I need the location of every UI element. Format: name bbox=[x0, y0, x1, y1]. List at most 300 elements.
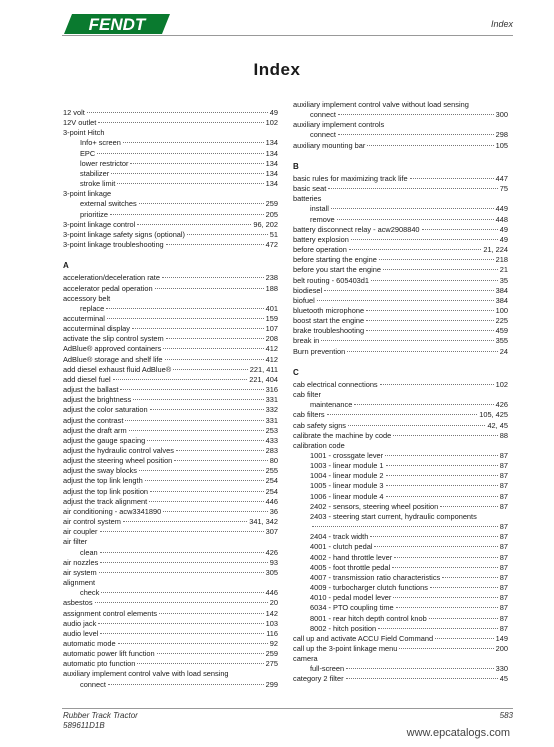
index-entry[interactable] bbox=[63, 629, 278, 639]
dot-leader bbox=[107, 318, 264, 319]
index-entry[interactable] bbox=[63, 558, 278, 568]
index-entry-text: 4005 - foot throttle pedal bbox=[310, 562, 391, 572]
index-entry[interactable] bbox=[63, 179, 278, 189]
index-entry-text: 1001 - crossgate lever bbox=[310, 451, 384, 460]
index-entry-page: 87 bbox=[499, 623, 508, 633]
index-entry-page: 331 bbox=[265, 395, 278, 405]
index-entry-page: 105, 425 bbox=[479, 410, 508, 420]
index-entry[interactable] bbox=[293, 100, 508, 110]
index-entry[interactable] bbox=[63, 517, 278, 527]
index-entry-page: 259 bbox=[265, 649, 278, 659]
index-entry[interactable] bbox=[293, 664, 508, 674]
index-entry-page: 134 bbox=[265, 138, 278, 148]
index-entry[interactable] bbox=[63, 314, 278, 324]
dot-leader bbox=[133, 399, 263, 400]
index-entry-page: 238 bbox=[265, 273, 278, 283]
dot-leader bbox=[347, 351, 498, 352]
dot-leader bbox=[174, 460, 267, 461]
index-entry[interactable] bbox=[63, 568, 278, 578]
index-entry-page: 87 bbox=[499, 552, 508, 562]
index-entry[interactable] bbox=[293, 184, 508, 194]
index-entry-text: accuterminal bbox=[63, 313, 105, 323]
index-entry[interactable] bbox=[293, 461, 508, 471]
index-entry-text: 6034 - PTO coupling time bbox=[310, 603, 394, 613]
dot-leader bbox=[393, 597, 497, 598]
index-entry-text: 8001 - rear hitch depth control knob bbox=[310, 613, 427, 623]
index-entry-page: 21 bbox=[499, 265, 508, 275]
index-entry[interactable] bbox=[63, 497, 278, 507]
index-entry-text: calibrate the machine by code bbox=[293, 430, 392, 440]
index-entry-text: battery disconnect relay - acw2908840 bbox=[293, 224, 420, 234]
index-entry[interactable] bbox=[293, 471, 508, 481]
index-entry[interactable] bbox=[293, 215, 508, 225]
index-entry[interactable] bbox=[63, 416, 278, 426]
index-entry[interactable] bbox=[63, 659, 278, 669]
dot-leader bbox=[162, 277, 264, 278]
dot-leader bbox=[346, 678, 498, 679]
index-section-letter: C bbox=[293, 367, 299, 377]
index-entry[interactable] bbox=[293, 347, 508, 357]
index-entry-page: 93 bbox=[269, 557, 278, 567]
index-entry-page: 299 bbox=[265, 679, 278, 689]
dot-leader bbox=[366, 330, 494, 331]
index-entry-text: brake troubleshooting bbox=[293, 326, 365, 336]
index-entry-text: audio jack bbox=[63, 618, 97, 628]
index-entry-text: external switches bbox=[80, 199, 137, 209]
index-entry[interactable] bbox=[293, 380, 508, 390]
index-entry[interactable] bbox=[293, 141, 508, 151]
index-entry[interactable] bbox=[293, 553, 508, 563]
index-entry-text: replace bbox=[80, 303, 105, 313]
index-entry-text: 3-point linkage bbox=[63, 189, 112, 199]
index-entry[interactable] bbox=[293, 431, 508, 441]
dot-leader bbox=[118, 643, 268, 644]
dot-leader bbox=[331, 208, 494, 209]
index-entry[interactable] bbox=[293, 400, 508, 410]
index-entry[interactable] bbox=[293, 441, 508, 451]
index-entry-text: maintenance bbox=[310, 400, 353, 410]
index-entry-text: cab filter bbox=[293, 390, 321, 400]
index-entry[interactable] bbox=[293, 614, 508, 624]
index-entry[interactable] bbox=[63, 273, 278, 283]
index-entry[interactable] bbox=[63, 456, 278, 466]
index-entry[interactable] bbox=[293, 235, 508, 245]
dot-leader bbox=[176, 450, 264, 451]
index-entry-text: Burn prevention bbox=[293, 346, 346, 356]
index-entry[interactable] bbox=[293, 593, 508, 603]
index-entry[interactable] bbox=[63, 598, 278, 608]
index-entry[interactable] bbox=[63, 548, 278, 558]
dot-leader bbox=[370, 536, 497, 537]
index-entry-page: 87 bbox=[499, 471, 508, 481]
dot-leader bbox=[163, 511, 268, 512]
index-entry[interactable] bbox=[293, 204, 508, 214]
index-entry-text: 4002 - hand throttle lever bbox=[310, 552, 393, 562]
index-entry-page: 134 bbox=[265, 148, 278, 158]
index-entry[interactable] bbox=[63, 108, 278, 118]
index-entry-text: automatic pto function bbox=[63, 659, 136, 669]
index-entry-page: 412 bbox=[265, 354, 278, 364]
index-entry[interactable] bbox=[293, 194, 508, 204]
index-entry[interactable] bbox=[63, 334, 278, 344]
index-entry[interactable] bbox=[293, 390, 508, 400]
index-entry-text: 2402 - sensors, steering wheel position bbox=[310, 501, 439, 511]
index-entry-text: full-screen bbox=[310, 664, 345, 674]
index-entry[interactable] bbox=[293, 481, 508, 491]
index-entry-page: 298 bbox=[495, 130, 508, 140]
index-entry-page: 255 bbox=[265, 466, 278, 476]
dot-leader bbox=[166, 244, 264, 245]
index-entry[interactable] bbox=[293, 265, 508, 275]
index-entry-text: clean bbox=[80, 547, 98, 557]
index-entry-page: 35 bbox=[499, 275, 508, 285]
index-entry[interactable] bbox=[63, 304, 278, 314]
index-entry-text: 12 volt bbox=[63, 108, 85, 117]
dot-leader bbox=[386, 475, 498, 476]
index-entry-text: cab safety signs bbox=[293, 420, 346, 430]
index-entry-page: 472 bbox=[265, 240, 278, 250]
index-entry-page: 45 bbox=[499, 674, 508, 684]
index-entry-text: 1003 - linear module 1 bbox=[310, 461, 384, 471]
dot-leader bbox=[111, 173, 263, 174]
index-entry[interactable] bbox=[63, 669, 278, 679]
index-entry-page: 20 bbox=[269, 598, 278, 608]
index-entry[interactable] bbox=[63, 507, 278, 517]
index-entry-text: adjust the top link position bbox=[63, 486, 149, 496]
dot-leader bbox=[379, 259, 494, 260]
index-entry-text: 8002 - hitch position bbox=[310, 623, 377, 633]
index-entry[interactable] bbox=[63, 649, 278, 659]
index-entry-text: auxiliary mounting bar bbox=[293, 140, 366, 150]
index-entry-page: 134 bbox=[265, 158, 278, 168]
index-entry-text: basic seat bbox=[293, 184, 327, 194]
index-entry-page: 225 bbox=[495, 316, 508, 326]
index-entry-text: camera bbox=[293, 654, 318, 664]
index-entry[interactable] bbox=[293, 276, 508, 286]
index-entry-text: remove bbox=[310, 214, 335, 224]
dot-leader bbox=[113, 379, 248, 380]
dot-leader bbox=[163, 348, 263, 349]
watermark: www.epcatalogs.com bbox=[406, 727, 510, 739]
dot-leader bbox=[338, 114, 494, 115]
header-section-label: Index bbox=[490, 19, 513, 29]
index-entry[interactable] bbox=[293, 654, 508, 664]
index-entry[interactable] bbox=[293, 644, 508, 654]
dot-leader bbox=[385, 455, 498, 456]
index-entry-text: automatic power lift function bbox=[63, 649, 155, 659]
index-entry-text: cab filters bbox=[293, 410, 325, 420]
index-entry[interactable] bbox=[63, 588, 278, 598]
index-entry-text: air conditioning - acw3341890 bbox=[63, 506, 162, 516]
index-entry[interactable] bbox=[293, 624, 508, 634]
index-entry[interactable] bbox=[63, 578, 278, 588]
dot-leader bbox=[321, 340, 493, 341]
dot-leader bbox=[123, 142, 264, 143]
index-column-left bbox=[63, 108, 278, 690]
index-entry[interactable] bbox=[293, 522, 508, 532]
index-entry-page: 87 bbox=[499, 572, 508, 582]
index-entry-page: 448 bbox=[495, 214, 508, 224]
dot-leader bbox=[442, 577, 498, 578]
dot-leader bbox=[317, 300, 494, 301]
footer-product: Rubber Track Tractor bbox=[63, 711, 138, 720]
index-entry-text: lower restrictor bbox=[80, 158, 129, 168]
dot-leader bbox=[106, 308, 263, 309]
dot-leader bbox=[150, 491, 264, 492]
index-entry[interactable] bbox=[293, 542, 508, 552]
index-entry-text: adjust the gauge spacing bbox=[63, 435, 146, 445]
index-entry-page: 142 bbox=[265, 608, 278, 618]
index-entry-page: 221, 404 bbox=[249, 374, 278, 384]
dot-leader bbox=[440, 506, 498, 507]
index-entry[interactable] bbox=[63, 375, 278, 385]
index-entry-text: accelerator pedal operation bbox=[63, 283, 153, 293]
dot-leader bbox=[165, 359, 264, 360]
index-entry[interactable] bbox=[293, 120, 508, 130]
index-entry-page: 459 bbox=[495, 326, 508, 336]
dot-leader bbox=[98, 623, 263, 624]
index-entry[interactable] bbox=[293, 255, 508, 265]
index-entry-page: 51 bbox=[269, 229, 278, 239]
index-entry[interactable] bbox=[293, 603, 508, 613]
header-divider bbox=[62, 35, 513, 36]
dot-leader bbox=[386, 496, 498, 497]
index-entry[interactable] bbox=[63, 436, 278, 446]
dot-leader bbox=[392, 567, 498, 568]
index-entry[interactable] bbox=[63, 189, 278, 199]
index-entry-text: accessory belt bbox=[63, 293, 111, 303]
index-entry-page: 221, 411 bbox=[249, 364, 278, 374]
dot-leader bbox=[371, 280, 498, 281]
index-entry-text: install bbox=[310, 204, 329, 214]
index-entry[interactable] bbox=[63, 355, 278, 365]
index-entry[interactable] bbox=[63, 680, 278, 690]
index-entry[interactable] bbox=[63, 395, 278, 405]
index-entry-text: connect bbox=[310, 110, 336, 120]
index-entry-page: 208 bbox=[265, 334, 278, 344]
index-entry-page: 88 bbox=[499, 430, 508, 440]
dot-leader bbox=[429, 618, 498, 619]
index-entry[interactable] bbox=[63, 385, 278, 395]
index-entry-page: 102 bbox=[265, 118, 278, 128]
index-entry[interactable] bbox=[293, 110, 508, 120]
index-entry[interactable] bbox=[63, 426, 278, 436]
index-entry-page: 433 bbox=[265, 435, 278, 445]
index-entry-text: accuterminal display bbox=[63, 324, 130, 334]
index-entry-text: 3-point linkage troubleshooting bbox=[63, 240, 164, 250]
index-entry-page: 159 bbox=[265, 313, 278, 323]
index-entry[interactable] bbox=[293, 326, 508, 336]
index-entry[interactable] bbox=[293, 130, 508, 140]
index-entry-text: auxiliary implement control valve without load sensing bbox=[293, 100, 469, 109]
index-entry[interactable] bbox=[63, 294, 278, 304]
index-entry-text: biodiesel bbox=[293, 285, 323, 295]
index-entry-text: 1006 - linear module 4 bbox=[310, 491, 384, 501]
index-entry-text: air coupler bbox=[63, 527, 98, 537]
index-entry-text: boost start the engine bbox=[293, 316, 365, 326]
index-entry-text: biofuel bbox=[293, 295, 315, 305]
index-entry-text: adjust the ballast bbox=[63, 385, 119, 395]
index-entry[interactable] bbox=[63, 639, 278, 649]
index-entry[interactable] bbox=[63, 537, 278, 547]
index-entry[interactable] bbox=[63, 159, 278, 169]
dot-leader bbox=[150, 409, 264, 410]
index-entry[interactable] bbox=[293, 286, 508, 296]
dot-leader bbox=[346, 668, 494, 669]
index-entry[interactable] bbox=[63, 619, 278, 629]
index-entry-page: 316 bbox=[265, 385, 278, 395]
dot-leader bbox=[366, 310, 494, 311]
index-entry-text: basic rules for maximizing track life bbox=[293, 173, 408, 183]
dot-leader bbox=[324, 290, 493, 291]
dot-leader bbox=[137, 663, 263, 664]
index-entry[interactable] bbox=[293, 583, 508, 593]
index-entry[interactable] bbox=[293, 674, 508, 684]
index-entry-text: air nozzles bbox=[63, 557, 99, 567]
index-entry[interactable] bbox=[63, 527, 278, 537]
index-entry[interactable] bbox=[293, 410, 508, 420]
index-entry-page: 92 bbox=[269, 638, 278, 648]
index-entry-page: 87 bbox=[499, 613, 508, 623]
dot-leader bbox=[354, 404, 493, 405]
dot-leader bbox=[386, 485, 498, 486]
index-entry-page: 205 bbox=[265, 209, 278, 219]
index-entry-text: AdBlue® approved containers bbox=[63, 344, 162, 354]
dot-leader bbox=[97, 153, 263, 154]
dot-leader bbox=[98, 122, 263, 123]
index-entry[interactable] bbox=[63, 324, 278, 334]
brand-text: FENDT bbox=[88, 15, 146, 34]
index-entry[interactable] bbox=[293, 296, 508, 306]
index-entry-page: 200 bbox=[495, 643, 508, 653]
index-entry[interactable] bbox=[293, 451, 508, 461]
index-entry-page: 96, 202 bbox=[253, 219, 278, 229]
index-entry-text: 4010 - pedal model lever bbox=[310, 593, 392, 603]
index-entry-text: air filter bbox=[63, 537, 88, 547]
index-entry-page: 412 bbox=[265, 344, 278, 354]
fendt-logo bbox=[62, 12, 172, 36]
dot-leader bbox=[430, 587, 498, 588]
index-entry-text: calibration code bbox=[293, 440, 345, 450]
index-entry-page: 305 bbox=[265, 567, 278, 577]
index-entry-text: 2403 - steering start current, hydraulic components bbox=[310, 511, 477, 521]
index-entry-text: 3-point linkage control bbox=[63, 219, 136, 229]
index-entry-page: 259 bbox=[265, 199, 278, 209]
index-entry-text: adjust the draft arm bbox=[63, 425, 127, 435]
index-entry[interactable] bbox=[293, 225, 508, 235]
index-entry[interactable] bbox=[293, 502, 508, 512]
index-entry[interactable] bbox=[293, 245, 508, 255]
index-entry-text: adjust the contrast bbox=[63, 415, 124, 425]
dot-leader bbox=[173, 369, 248, 370]
index-entry[interactable] bbox=[293, 421, 508, 431]
index-entry-page: 116 bbox=[266, 628, 278, 638]
dot-leader bbox=[155, 288, 264, 289]
index-entry-page: 102 bbox=[495, 379, 508, 389]
index-entry[interactable] bbox=[63, 220, 278, 230]
index-entry[interactable] bbox=[293, 316, 508, 326]
index-entry-page: 446 bbox=[265, 588, 278, 598]
index-entry-text: 12V outlet bbox=[63, 118, 97, 128]
index-entry[interactable] bbox=[63, 487, 278, 497]
index-entry[interactable] bbox=[293, 336, 508, 346]
index-entry[interactable] bbox=[293, 512, 508, 522]
index-entry-page: 87 bbox=[499, 532, 508, 542]
index-entry[interactable] bbox=[63, 344, 278, 354]
index-entry-text: category 2 filter bbox=[293, 674, 344, 684]
index-entry-text: connect bbox=[310, 130, 336, 140]
dot-leader bbox=[380, 384, 494, 385]
index-entry[interactable] bbox=[63, 210, 278, 220]
index-entry[interactable] bbox=[63, 199, 278, 209]
index-entry-text: auxiliary implement control valve with load sensing bbox=[63, 669, 229, 679]
index-entry[interactable] bbox=[63, 230, 278, 240]
index-entry[interactable] bbox=[293, 634, 508, 644]
index-entry-page: 330 bbox=[495, 664, 508, 674]
index-entry[interactable] bbox=[293, 174, 508, 184]
index-entry[interactable] bbox=[63, 446, 278, 456]
index-entry[interactable] bbox=[63, 466, 278, 476]
index-entry-text: air system bbox=[63, 567, 97, 577]
index-entry-text: adjust the top link length bbox=[63, 476, 143, 486]
index-entry-page: 449 bbox=[495, 204, 508, 214]
index-entry-text: 1005 - linear module 3 bbox=[310, 481, 384, 491]
index-entry-page: 87 bbox=[499, 481, 508, 491]
index-entry-text: bluetooth microphone bbox=[293, 305, 365, 315]
index-entry-text: add diesel exhaust fluid AdBlue® bbox=[63, 364, 172, 374]
dot-leader bbox=[383, 269, 498, 270]
page-title: Index bbox=[253, 60, 301, 79]
index-entry[interactable] bbox=[293, 563, 508, 573]
index-entry[interactable] bbox=[63, 609, 278, 619]
dot-leader bbox=[95, 602, 268, 603]
index-entry[interactable] bbox=[63, 169, 278, 179]
index-entry-page: 21, 224 bbox=[483, 245, 508, 255]
dot-leader bbox=[337, 219, 494, 220]
dot-leader bbox=[145, 480, 264, 481]
index-entry[interactable] bbox=[63, 118, 278, 128]
index-entry-page: 253 bbox=[265, 425, 278, 435]
index-entry[interactable] bbox=[63, 128, 278, 138]
dot-leader bbox=[166, 338, 264, 339]
index-entry[interactable] bbox=[293, 573, 508, 583]
index-entry-page: 254 bbox=[265, 476, 278, 486]
index-entry[interactable] bbox=[63, 240, 278, 250]
index-entry[interactable] bbox=[63, 149, 278, 159]
index-entry-page: 49 bbox=[499, 234, 508, 244]
index-entry-text: adjust the steering wheel position bbox=[63, 456, 173, 466]
index-entry-text: batteries bbox=[293, 194, 322, 204]
index-entry[interactable] bbox=[63, 476, 278, 486]
dot-leader bbox=[87, 112, 268, 113]
index-entry-page: 87 bbox=[499, 522, 508, 532]
index-column-right bbox=[293, 100, 508, 685]
index-entry[interactable] bbox=[293, 492, 508, 502]
index-entry[interactable] bbox=[63, 138, 278, 148]
footer-divider bbox=[62, 708, 513, 709]
dot-leader bbox=[328, 188, 497, 189]
index-entry-page: 355 bbox=[495, 336, 508, 346]
index-entry-page: 36 bbox=[269, 506, 278, 516]
index-entry-page: 134 bbox=[265, 168, 278, 178]
index-entry[interactable] bbox=[63, 365, 278, 375]
index-entry[interactable] bbox=[63, 284, 278, 294]
dot-leader bbox=[366, 320, 494, 321]
index-entry-text: prioritize bbox=[80, 209, 108, 219]
index-entry[interactable] bbox=[293, 532, 508, 542]
index-entry[interactable] bbox=[63, 405, 278, 415]
index-entry[interactable] bbox=[293, 306, 508, 316]
